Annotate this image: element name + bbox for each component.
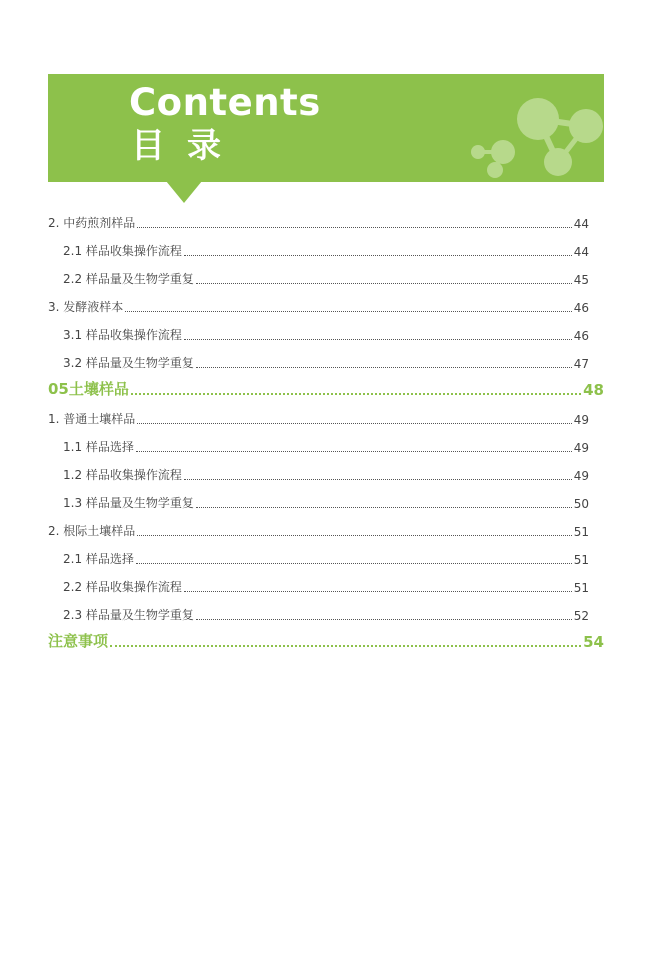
- toc-entry-page: 44: [573, 217, 589, 231]
- toc-entry[interactable]: [48, 539, 604, 567]
- toc-entry[interactable]: [48, 455, 604, 483]
- toc-entry-page: 51: [573, 525, 589, 539]
- toc-entry[interactable]: [48, 287, 604, 315]
- toc-entry-label: 2.3 样品量及生物学重复: [63, 608, 194, 622]
- toc-entry[interactable]: [48, 483, 604, 511]
- toc-dot-leader: [125, 310, 571, 312]
- toc-entry-label: 1. 普通土壤样品: [48, 412, 136, 426]
- toc-dot-leader: [184, 590, 572, 592]
- toc-entry-label: 2.2 样品量及生物学重复: [63, 272, 194, 286]
- toc-entry-label: 1.3 样品量及生物学重复: [63, 496, 194, 510]
- banner-title: Contents: [129, 81, 321, 124]
- toc-entry-label: 3. 发酵液样本: [48, 300, 124, 314]
- toc-dot-leader: [196, 506, 572, 508]
- toc-entry[interactable]: [48, 399, 604, 427]
- toc-dot-leader: [184, 254, 572, 256]
- toc-entry-label: 3.1 样品收集操作流程: [63, 328, 182, 342]
- toc-entry-page: 47: [573, 357, 589, 371]
- toc-dot-leader: [136, 562, 572, 564]
- toc-entry[interactable]: [48, 511, 604, 539]
- toc-entry[interactable]: [48, 567, 604, 595]
- toc-entry[interactable]: [48, 259, 604, 287]
- toc-entry-page: 48: [583, 381, 604, 399]
- toc-entry-page: 45: [573, 273, 589, 287]
- toc-entry-label: 1.1 样品选择: [63, 440, 134, 454]
- toc-entry[interactable]: [48, 203, 604, 231]
- toc-entry-label: 1.2 样品收集操作流程: [63, 468, 182, 482]
- toc-entry[interactable]: [48, 343, 604, 371]
- toc-dot-leader: [196, 618, 572, 620]
- toc-dot-leader: [137, 534, 571, 536]
- toc-entry-page: 49: [573, 469, 589, 483]
- toc-entry-label: 3.2 样品量及生物学重复: [63, 356, 194, 370]
- toc-entry-page: 44: [573, 245, 589, 259]
- toc-entry[interactable]: [48, 315, 604, 343]
- toc-entry[interactable]: [48, 595, 604, 623]
- toc-dot-leader: [196, 282, 572, 284]
- toc-entry-page: 49: [573, 413, 589, 427]
- banner-subtitle: 目录: [131, 126, 243, 166]
- toc-entry[interactable]: [48, 427, 604, 455]
- toc-entry-label: 05土壤样品: [48, 380, 129, 398]
- table-of-contents: [48, 203, 604, 651]
- toc-entry[interactable]: [48, 623, 604, 651]
- toc-dot-leader: [136, 450, 572, 452]
- banner-pointer: [166, 181, 202, 203]
- toc-dot-leader: [184, 478, 572, 480]
- toc-dot-leader: [196, 366, 572, 368]
- toc-dot-leader: [137, 422, 571, 424]
- toc-entry-page: 46: [573, 301, 589, 315]
- toc-dot-leader: [184, 338, 572, 340]
- toc-entry[interactable]: [48, 371, 604, 399]
- toc-entry-page: 50: [573, 497, 589, 511]
- toc-entry-page: 51: [573, 553, 589, 567]
- toc-entry-page: 54: [583, 633, 604, 651]
- toc-dot-leader: [110, 644, 581, 647]
- toc-entry[interactable]: [48, 231, 604, 259]
- contents-banner: [48, 74, 604, 182]
- toc-dot-leader: [137, 226, 571, 228]
- toc-entry-page: 52: [573, 609, 589, 623]
- toc-entry-page: 51: [573, 581, 589, 595]
- toc-entry-page: 46: [573, 329, 589, 343]
- toc-entry-label: 2. 根际土壤样品: [48, 524, 136, 538]
- toc-entry-label: 2.1 样品选择: [63, 552, 134, 566]
- toc-entry-label: 2.1 样品收集操作流程: [63, 244, 182, 258]
- toc-entry-page: 49: [573, 441, 589, 455]
- toc-entry-label: 2.2 样品收集操作流程: [63, 580, 182, 594]
- toc-entry-label: 2. 中药煎剂样品: [48, 216, 136, 230]
- toc-entry-label: 注意事项: [48, 632, 109, 650]
- molecule-icon: [48, 74, 604, 182]
- toc-dot-leader: [131, 392, 581, 395]
